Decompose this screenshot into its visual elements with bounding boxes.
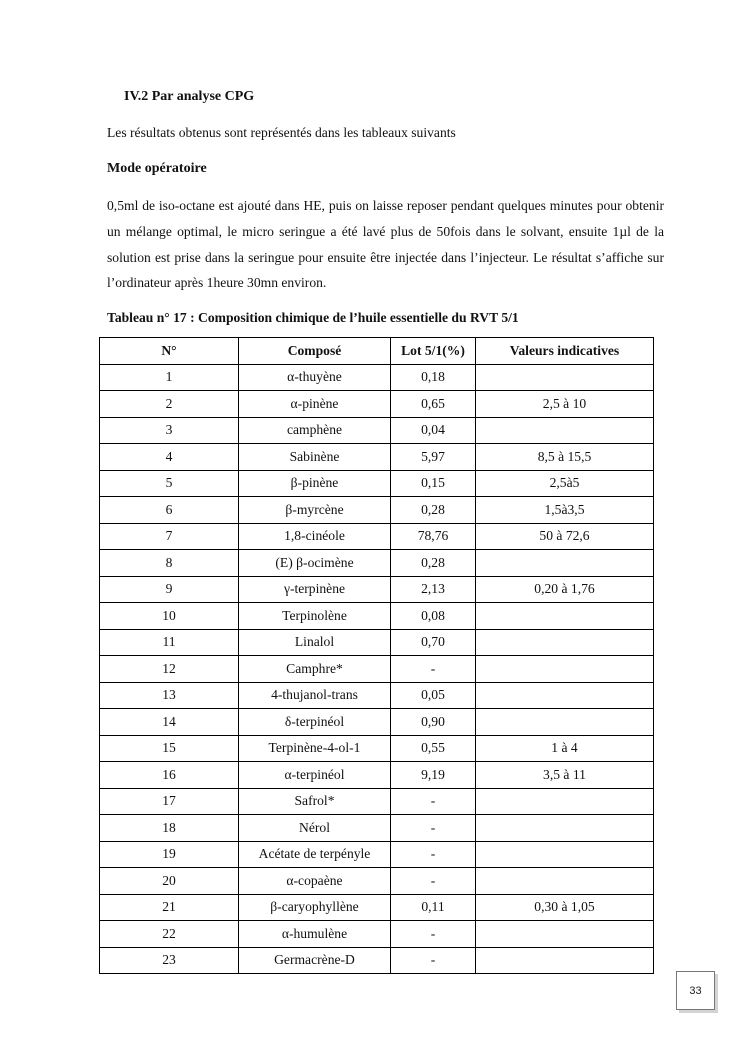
cell-lot-value: - [391,947,476,974]
table-row [100,523,654,550]
cell-lot-value: 0,05 [391,682,476,709]
cell-number: 16 [100,762,239,789]
cell-lot-value: 9,19 [391,762,476,789]
cell-number: 17 [100,788,239,815]
cell-lot-value: 0,90 [391,709,476,736]
cell-compound: α-copaène [239,868,391,895]
table-caption: Tableau n° 17 : Composition chimique de l’huile essentielle du RVT 5/1 [107,310,519,325]
cell-indicative-value [476,629,654,656]
cell-indicative-value [476,921,654,948]
cell-indicative-value [476,815,654,842]
cell-number: 5 [100,470,239,497]
cell-lot-value: 0,04 [391,417,476,444]
cell-number: 22 [100,921,239,948]
table-row [100,603,654,630]
cell-indicative-value: 1,5à3,5 [476,497,654,524]
cell-compound: α-terpinéol [239,762,391,789]
page-number [676,971,715,1010]
cell-lot-value: 0,28 [391,550,476,577]
table-row [100,444,654,471]
cell-compound: Terpinolène [239,603,391,630]
cell-number: 11 [100,629,239,656]
cell-number: 13 [100,682,239,709]
header-indicative-values: Valeurs indicatives [476,338,654,365]
cell-lot-value: 2,13 [391,576,476,603]
cell-indicative-value: 8,5 à 15,5 [476,444,654,471]
cell-indicative-value [476,788,654,815]
cell-indicative-value: 3,5 à 11 [476,762,654,789]
table-row [100,576,654,603]
cell-compound: Sabinène [239,444,391,471]
table-row [100,497,654,524]
cell-indicative-value [476,841,654,868]
table-row [100,815,654,842]
cell-number: 2 [100,391,239,418]
mode-title: Mode opératoire [107,161,207,176]
cell-compound: β-myrcène [239,497,391,524]
table-row [100,735,654,762]
cell-compound: Terpinène-4-ol-1 [239,735,391,762]
cell-indicative-value: 50 à 72,6 [476,523,654,550]
cell-lot-value: - [391,788,476,815]
section-heading: IV.2 Par analyse CPG [124,89,255,104]
cell-indicative-value [476,947,654,974]
cell-number: 12 [100,656,239,683]
cell-compound: Linalol [239,629,391,656]
cell-lot-value: - [391,656,476,683]
table-row [100,921,654,948]
cell-compound: α-humulène [239,921,391,948]
table-row [100,391,654,418]
table-header-row [100,338,654,365]
cell-lot-value: 0,65 [391,391,476,418]
cell-number: 23 [100,947,239,974]
cell-indicative-value [476,709,654,736]
cell-compound: camphène [239,417,391,444]
table-row [100,841,654,868]
intro-text: Les résultats obtenus sont représentés dans les tableaux suivants [107,125,456,140]
cell-compound: (E) β-ocimène [239,550,391,577]
cell-lot-value: 0,11 [391,894,476,921]
cell-indicative-value: 0,20 à 1,76 [476,576,654,603]
cell-number: 9 [100,576,239,603]
cell-lot-value: - [391,868,476,895]
cell-indicative-value: 2,5à5 [476,470,654,497]
cell-lot-value: - [391,841,476,868]
cell-compound: 1,8-cinéole [239,523,391,550]
procedure-paragraph: 0,5ml de iso-octane est ajouté dans HE, puis on laisse reposer pendant quelques minutes pour obtenir un mélange optimal, le micro seringue a été lavé plus de 50fois dans le solvant, ensuite 1µl de la solution est prise dans la seringue pour ensuite être injectée dans l’injecteur. Le résultat s’affiche sur l’ordinateur après 1heure 30mn environ. [107,198,664,291]
cell-number: 18 [100,815,239,842]
cell-indicative-value [476,603,654,630]
table-row [100,470,654,497]
cell-indicative-value [476,656,654,683]
cell-compound: Camphre* [239,656,391,683]
cell-number: 20 [100,868,239,895]
cell-lot-value: 5,97 [391,444,476,471]
cell-compound: β-caryophyllène [239,894,391,921]
cell-number: 10 [100,603,239,630]
cell-indicative-value [476,682,654,709]
cell-lot-value: 0,70 [391,629,476,656]
cell-number: 19 [100,841,239,868]
cell-lot-value: 0,55 [391,735,476,762]
cell-lot-value: 0,08 [391,603,476,630]
cell-lot-value: 0,15 [391,470,476,497]
table-row [100,709,654,736]
table-row [100,788,654,815]
table-body [100,364,654,974]
cell-indicative-value [476,364,654,391]
cell-number: 6 [100,497,239,524]
table-row [100,550,654,577]
cell-compound: Nérol [239,815,391,842]
table-row [100,947,654,974]
cell-compound: δ-terpinéol [239,709,391,736]
cell-number: 14 [100,709,239,736]
cell-lot-value: - [391,921,476,948]
cell-lot-value: 0,28 [391,497,476,524]
cell-number: 21 [100,894,239,921]
cell-compound: Germacrène-D [239,947,391,974]
table-row [100,364,654,391]
cell-indicative-value: 0,30 à 1,05 [476,894,654,921]
cell-lot-value: - [391,815,476,842]
cell-indicative-value: 2,5 à 10 [476,391,654,418]
cell-indicative-value: 1 à 4 [476,735,654,762]
cell-lot-value: 0,18 [391,364,476,391]
cell-compound: β-pinène [239,470,391,497]
cell-lot-value: 78,76 [391,523,476,550]
cell-indicative-value [476,417,654,444]
cell-compound: γ-terpinène [239,576,391,603]
table-row [100,762,654,789]
composition-table [99,337,654,974]
cell-compound: α-thuyène [239,364,391,391]
cell-number: 3 [100,417,239,444]
table-row [100,417,654,444]
cell-number: 7 [100,523,239,550]
cell-number: 8 [100,550,239,577]
header-number: N° [100,338,239,365]
cell-compound: Acétate de terpényle [239,841,391,868]
cell-compound: Safrol* [239,788,391,815]
cell-compound: α-pinène [239,391,391,418]
cell-indicative-value [476,868,654,895]
table-row [100,868,654,895]
table-row [100,656,654,683]
header-lot: Lot 5/1(%) [391,338,476,365]
cell-number: 15 [100,735,239,762]
cell-number: 4 [100,444,239,471]
table-row [100,894,654,921]
table-row [100,629,654,656]
table-row [100,682,654,709]
header-compound: Composé [239,338,391,365]
cell-indicative-value [476,550,654,577]
cell-number: 1 [100,364,239,391]
page-number-text: 33 [689,984,702,997]
cell-compound: 4-thujanol-trans [239,682,391,709]
